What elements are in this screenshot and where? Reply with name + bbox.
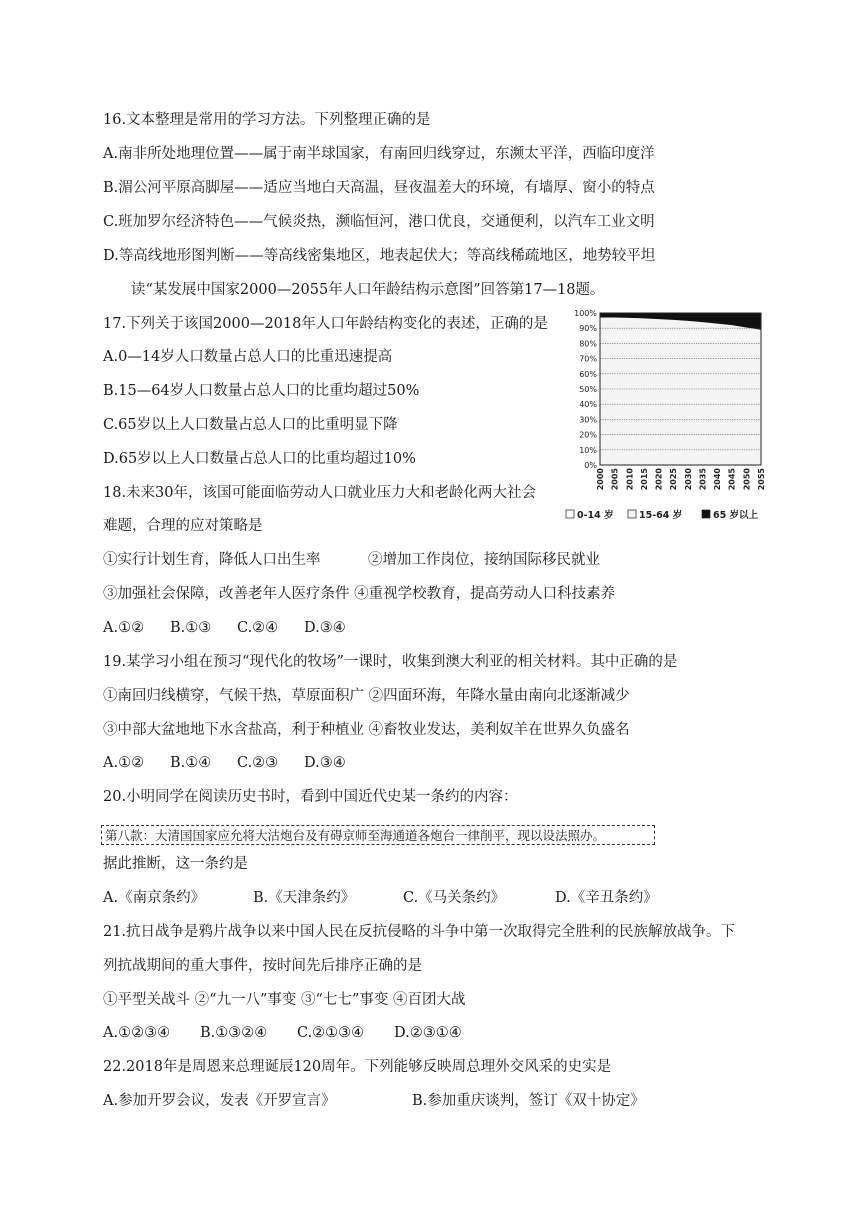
x-tick-label: 2025 <box>669 468 679 491</box>
q18-item-2: ②增加工作岗位，接纳国际移民就业 <box>368 552 600 568</box>
q21-option-c: C.②①③④ <box>297 1025 365 1041</box>
q20-option-c: C.《马关条约》 <box>403 890 506 906</box>
q21-option-b: B.①③②④ <box>200 1025 268 1041</box>
q21-option-a: A.①②③④ <box>103 1025 171 1041</box>
y-tick-label: 70% <box>579 354 597 364</box>
q21-items: ①平型关战斗 ②“九一八”事变 ③“七七”事变 ④百团大战 <box>103 992 466 1008</box>
legend-swatch <box>566 510 574 518</box>
q20-clause-box: 第八款：大清国国家应允将大沽炮台及有碍京师至海通道各炮台一律削平，现以设法照办。 <box>101 825 655 845</box>
q18-option-b: B.①③ <box>170 620 212 636</box>
q16-option-b: B.湄公河平原高脚屋——适应当地白天高温，昼夜温差大的环境，有墙厚、窗小的特点 <box>103 180 655 196</box>
q19-items-line2: ③中部大盆地地下水含盐高，利于种植业 ④畜牧业发达，美利奴羊在世界久负盛名 <box>103 722 630 738</box>
legend-label: 65 岁以上 <box>713 510 759 521</box>
x-tick-label: 2050 <box>742 468 752 491</box>
area-15-64 <box>600 318 761 465</box>
x-tick-label: 2055 <box>757 468 766 491</box>
q19-stem: 19.某学习小组在预习“现代化的牧场”一课时，收集到澳大利亚的相关材料。其中正确的是 <box>103 654 678 670</box>
q20-stem: 20.小明同学在阅读历史书时，看到中国近代史某一条约的内容： <box>103 789 518 805</box>
q17-option-a: A.0—14岁人口数量占总人口的比重迅速提高 <box>103 349 393 365</box>
y-tick-label: 20% <box>579 430 597 440</box>
q22-stem: 22.2018年是周恩来总理诞辰120周年。下列能够反映周总理外交风采的史实是 <box>103 1059 612 1075</box>
q18-stem-line1: 18.未来30年，该国可能面临劳动人口就业压力大和老龄化两大社会 <box>103 485 537 501</box>
q21-stem-line2: 列抗战期间的重大事件，按时间先后排序正确的是 <box>103 958 422 974</box>
q22-option-a: A.参加开罗会议，发表《开罗宣言》 <box>103 1093 336 1109</box>
q21-option-d: D.②③①④ <box>394 1025 462 1041</box>
q19-option-a: A.①② <box>103 755 145 771</box>
q17-option-b: B.15—64岁人口数量占总人口的比重均超过50% <box>103 383 420 399</box>
q19-option-b: B.①④ <box>170 755 212 771</box>
intro-17-18: 读“某发展中国家2000—2055年人口年龄结构示意图”回答第17—18题。 <box>131 282 605 298</box>
y-tick-label: 80% <box>579 339 597 349</box>
q19-items-line1: ①南回归线横穿，气候干热，草原面积广 ②四面环海，年降水量由南向北逐渐减少 <box>103 688 630 704</box>
q18-option-d: D.③④ <box>304 620 346 636</box>
q20-option-a: A.《南京条约》 <box>103 890 206 906</box>
x-tick-label: 2020 <box>654 468 664 491</box>
q19-option-c: C.②③ <box>237 755 279 771</box>
y-tick-label: 0% <box>584 461 597 470</box>
q17-stem: 17.下列关于该国2000—2018年人口年龄结构变化的表述，正确的是 <box>103 316 548 332</box>
y-tick-label: 90% <box>579 324 597 334</box>
q17-option-c: C.65岁以上人口数量占总人口的比重明显下降 <box>103 417 398 433</box>
legend-swatch <box>702 510 710 518</box>
x-tick-label: 2035 <box>698 468 708 491</box>
x-tick-label: 2030 <box>683 468 693 491</box>
legend-swatch <box>628 510 636 518</box>
x-tick-label: 2010 <box>625 468 635 491</box>
legend-label: 0-14 岁 <box>577 510 614 521</box>
y-tick-label: 40% <box>579 400 597 410</box>
q16-option-a: A.南非所处地理位置——属于南半球国家，有南回归线穿过，东濒太平洋，西临印度洋 <box>103 146 655 162</box>
q16-option-c: C.班加罗尔经济特色——气候炎热，濒临恒河，港口优良，交通便利，以汽车工业文明 <box>103 214 655 230</box>
q18-item-1: ①实行计划生育，降低人口出生率 <box>103 552 321 568</box>
q20-inference: 据此推断，这一条约是 <box>103 856 248 872</box>
q16-option-d: D.等高线地形图判断——等高线密集地区，地表起伏大；等高线稀疏地区，地势较平坦 <box>103 248 656 264</box>
legend-label: 15-64 岁 <box>639 510 683 521</box>
population-age-chart <box>562 305 792 530</box>
q18-option-a: A.①② <box>103 620 145 636</box>
x-tick-label: 2040 <box>713 468 723 491</box>
q18-option-c: C.②④ <box>237 620 279 636</box>
y-tick-label: 10% <box>579 445 597 455</box>
x-tick-label: 2005 <box>610 468 620 491</box>
q18-stem-line2: 难题，合理的应对策略是 <box>103 518 263 534</box>
y-tick-label: 60% <box>579 369 597 379</box>
q19-option-d: D.③④ <box>304 755 346 771</box>
q17-option-d: D.65岁以上人口数量占总人口的比重均超过10% <box>103 451 416 467</box>
y-tick-label: 30% <box>579 415 597 425</box>
q18-items-line2: ③加强社会保障，改善老年人医疗条件 ④重视学校教育，提高劳动人口科技素养 <box>103 586 616 602</box>
x-tick-label: 2045 <box>727 468 737 491</box>
q21-stem-line1: 21.抗日战争是鸦片战争以来中国人民在反抗侵略的斗争中第一次取得完全胜利的民族解放战争。下 <box>103 924 736 940</box>
q22-option-b: B.参加重庆谈判，签订《双十协定》 <box>412 1093 645 1109</box>
x-tick-label: 2000 <box>596 468 605 491</box>
q16-stem: 16.文本整理是常用的学习方法。下列整理正确的是 <box>103 112 431 128</box>
x-tick-label: 2015 <box>639 468 649 491</box>
q20-option-d: D.《辛丑条约》 <box>555 890 658 906</box>
y-tick-label: 100% <box>574 309 597 318</box>
q20-option-b: B.《天津条约》 <box>253 890 356 906</box>
y-tick-label: 50% <box>579 385 597 394</box>
